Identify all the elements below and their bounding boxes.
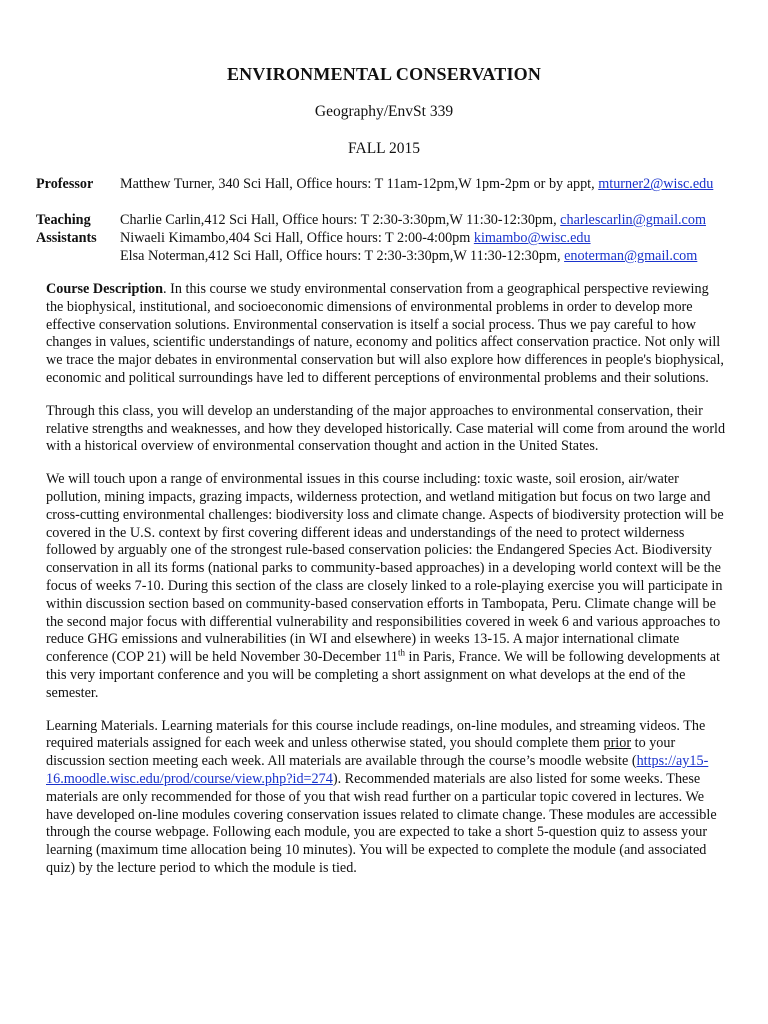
course-description-heading: Course Description	[46, 281, 164, 297]
ta-label-line2: Assistants	[36, 230, 97, 246]
ta-info: Niwaeli Kimambo,404 Sci Hall, Office hours: T 2:00-4:00pm	[120, 230, 474, 246]
professor-label: Professor	[36, 176, 94, 192]
ta-row-kimambo	[120, 229, 706, 247]
issues-paragraph: We will touch upon a range of environmental issues in this course including: toxic waste, soil erosion, air/water pollution, mining impacts, grazing impacts, wilderness protection, and wetland mitigation but focus on two large and cross-cutting environmental challenges: biodiversity loss and climate change. Aspects of biodiversity protection will be covered in the U.S. context by first covering different ideas and understandings of the need to protect wilderness followed by arguably one of the strongest rule-based conservation policies: the Endangered Species Act. Biodiversity conservation in all its forms (national parks to community-based approaches) in a developing world context will be the focus of weeks 7-10. During this section of the class are closely linked to a role-playing exercise you will participate in within discussion section based on community-based conservation efforts in Tambopata, Peru. Climate change will be the second major focus with differential vulnerability and responsibilities covered in week 6 and various approaches to reduce GHG emissions and vulnerabilities (in WI and elsewhere) in weeks 13-15. A major international climate conference (COP 21) will be held November 30-December 11th in Paris, France. We will be following developments at this very important conference and you will be completing a short assignment on what develops at the end of the semester.	[46, 471, 724, 701]
ta-label-line1: Teaching	[36, 212, 91, 228]
ta-info: Elsa Noterman,412 Sci Hall, Office hours: T 2:30-3:30pm,W 11:30-12:30pm,	[120, 248, 565, 264]
learning-materials-paragraph: Learning Materials. Learning materials for this course include readings, on-line modules, and streaming videos. The required materials assigned for each week and unless otherwise stated, you should complete them prior to your discussion section meeting each week. All materials are available through the course’s moodle website (https://ay15-16.moodle.wisc.edu/prod/course/view.php?id=274). Recommended materials are also listed for some weeks. These materials are only recommended for those of you that wish read further on a particular topic covered in lectures. We have developed on-line modules covering conservation issues related to climate change. These modules are accessible through the course webpage. Following each module, you are expected to take a short 5-question quiz to assess your learning (maximum time allocation being 10 minutes). You will be expected to complete the module (and associated quiz) by the lecture period to which the module is tied.	[46, 717, 717, 876]
syllabus-body	[46, 281, 726, 893]
professor-email-link[interactable]: mturner2@wisc.edu	[598, 176, 714, 192]
professor-info: Matthew Turner, 340 Sci Hall, Office hours: T 11am-12pm,W 1pm-2pm or by appt,	[120, 176, 599, 192]
ta-email-link[interactable]: enoterman@gmail.com	[564, 248, 698, 264]
prior-emphasis: prior	[603, 735, 632, 752]
course-term: FALL 2015	[348, 140, 420, 157]
course-code: Geography/EnvSt 339	[314, 103, 454, 120]
ta-email-link[interactable]: charlescarlin@gmail.com	[560, 212, 706, 228]
ta-row-carlin	[120, 211, 706, 229]
ta-row-noterman	[120, 247, 706, 265]
course-description-paragraph	[46, 281, 726, 388]
approaches-paragraph: Through this class, you will develop an understanding of the major approaches to environmental conservation, their relative strengths and weaknesses, and how they developed historically. Case material will come from around the world with a historical overview of environmental conservation thought and action in the United States.	[46, 402, 726, 455]
ta-email-link[interactable]: kimambo@wisc.edu	[473, 230, 591, 246]
ta-info: Charlie Carlin,412 Sci Hall, Office hours: T 2:30-3:30pm,W 11:30-12:30pm,	[120, 212, 561, 228]
moodle-link[interactable]: https://ay15-16.moodle.wisc.edu/prod/course/view.php?id=274	[46, 753, 709, 787]
course-description-text: . In this course we study environmental conservation from a geographical perspective reviewing the biophysical, institutional, and socioeconomic dimensions of environmental problems in order to develop more effective conservation solutions. Environmental conservation is itself a social process. Thus we pay careful to how changes in values, scientific understandings of nature, economy and politics affect conservation practice. Not only will we trace the major debates in environmental conservation but will also explore how differences in people's biophysical, economic and political surroundings have led to different perceptions of environmental problems and their solutions.	[46, 281, 724, 386]
document-title: ENVIRONMENTAL CONSERVATION	[226, 64, 542, 84]
ta-label	[36, 211, 120, 247]
superscript-th: th	[397, 647, 405, 658]
